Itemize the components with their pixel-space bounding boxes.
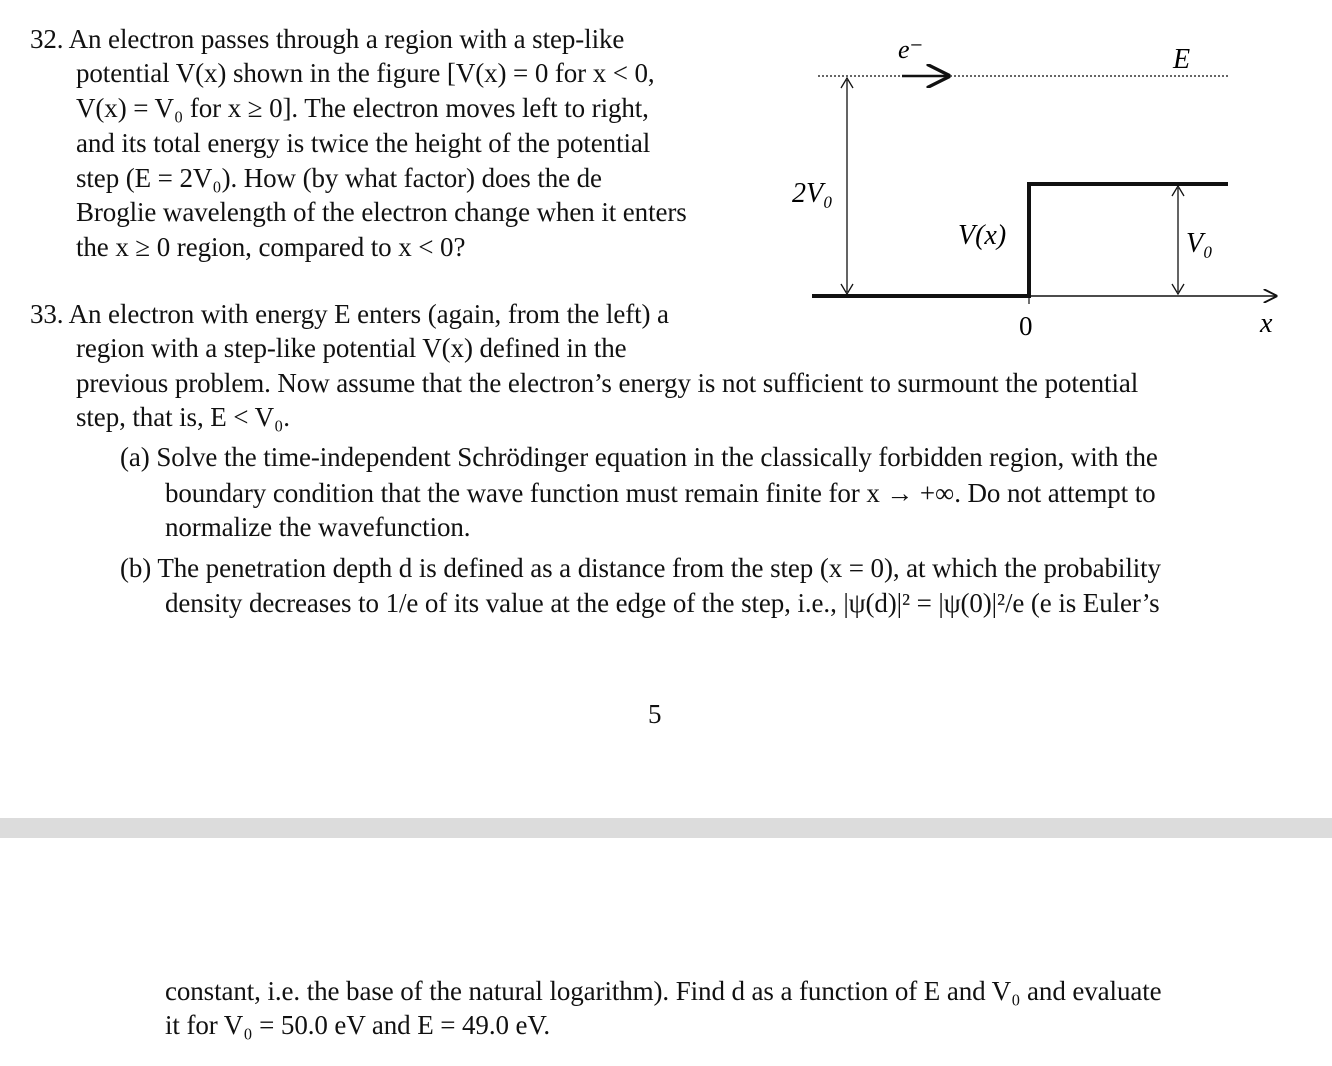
part-a-line-3: normalize the wavefunction.	[165, 512, 471, 542]
x-axis-label: x	[1260, 308, 1273, 339]
part-b-line-2: density decreases to 1/e of its value at the edge of the step, i.e., |ψ(d)|² = |ψ(0)|²/e (e is Euler’s	[165, 588, 1160, 618]
problem-33-line-3: previous problem. Now assume that the electron’s energy is not sufficient to surmount the potential	[76, 368, 1139, 398]
problem-32-line-7: the x ≥ 0 region, compared to x < 0?	[76, 232, 466, 262]
vx-label: V(x)	[958, 220, 1007, 251]
problem-32-line-4: and its total energy is twice the height of the potential	[76, 128, 651, 158]
problem-32-line-6: Broglie wavelength of the electron change when it enters	[76, 197, 687, 227]
zero-label: 0	[1019, 311, 1033, 341]
electron-label: e⁻	[898, 35, 924, 64]
step-potential-figure	[780, 30, 1300, 350]
part-a-line-1: (a) Solve the time-independent Schrödinger equation in the classically forbidden region, with the	[120, 442, 1158, 472]
page-2-line-1: constant, i.e. the base of the natural logarithm). Find d as a function of E and V₀ and evaluate	[165, 976, 1162, 1006]
part-b-line-1: (b) The penetration depth d is defined as a distance from the step (x = 0), at which the probability	[120, 553, 1161, 583]
problem-32-line-5: step (E = 2V₀). How (by what factor) does the de	[76, 163, 602, 193]
problem-33-line-1: 33. An electron with energy E enters (again, from the left) a	[30, 299, 669, 329]
problem-32-line-1: 32. An electron passes through a region with a step-like	[30, 24, 625, 54]
page-2-line-2: it for V₀ = 50.0 eV and E = 49.0 eV.	[165, 1010, 550, 1040]
part-a-line-2: boundary condition that the wave function must remain finite for x → +∞. Do not attempt to	[165, 478, 1156, 508]
page-divider	[0, 818, 1332, 838]
problem-32-line-3: V(x) = V₀ for x ≥ 0]. The electron moves left to right,	[76, 93, 649, 123]
problem-33-line-4: step, that is, E < V₀.	[76, 402, 290, 432]
energy-label: E	[1173, 44, 1191, 75]
v0-label: V₀	[1186, 228, 1213, 259]
page-number: 5	[648, 699, 662, 729]
problem-33-line-2: region with a step-like potential V(x) defined in the	[76, 333, 627, 363]
problem-32-line-2: potential V(x) shown in the figure [V(x) = 0 for x < 0,	[76, 58, 655, 88]
two-v0-label: 2V₀	[792, 178, 833, 209]
potential-step-line	[812, 184, 1228, 296]
page-2	[0, 838, 1332, 1066]
